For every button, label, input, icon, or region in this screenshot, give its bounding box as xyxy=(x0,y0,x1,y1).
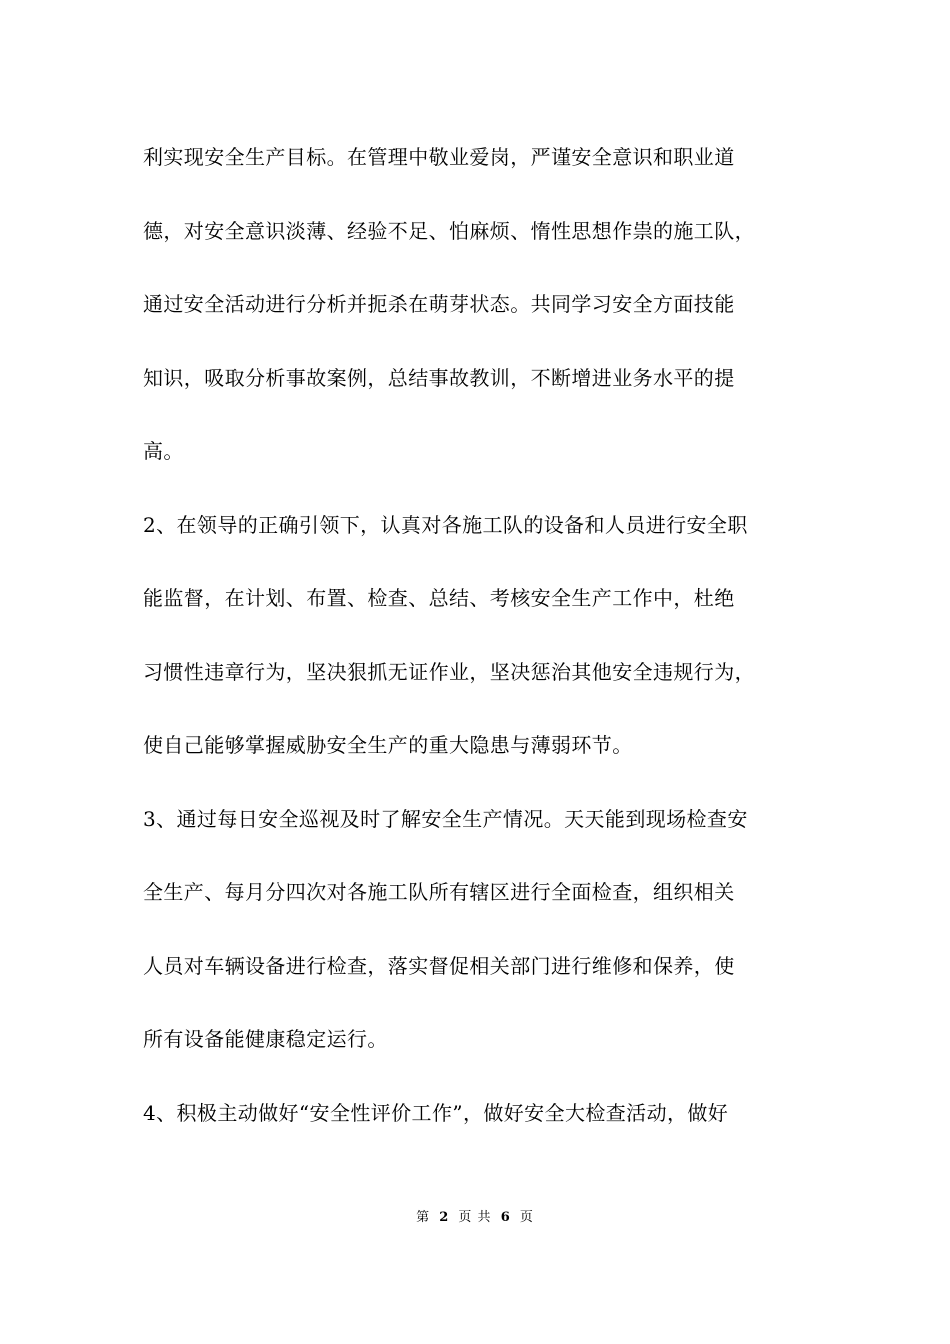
text-line-2: 德，对安全意识淡薄、经验不足、怕麻烦、惰性思想作祟的施工队， xyxy=(143,218,755,243)
text-line-12: 人员对车辆设备进行检查，落实督促相关部门进行维修和保养，使 xyxy=(143,953,735,978)
text-line-4: 知识，吸取分析事故案例，总结事故教训，不断增进业务水平的提 xyxy=(143,365,735,390)
text-line-5: 高。 xyxy=(143,439,184,463)
footer-prefix: 第 xyxy=(416,1210,431,1225)
text-line-10: 3、通过每日安全巡视及时了解安全生产情况。天天能到现场检查安 xyxy=(143,806,748,831)
text-line-1: 利实现安全生产目标。在管理中敬业爱岗，严谨安全意识和职业道 xyxy=(143,145,735,169)
text-line-13: 所有设备能健康稳定运行。 xyxy=(143,1027,388,1051)
text-line-3: 通过安全活动进行分析并扼杀在萌芽状态。共同学习安全方面技能 xyxy=(143,292,735,316)
footer-total-pages: 6 xyxy=(500,1210,511,1225)
text-line-6: 2、在领导的正确引领下，认真对各施工队的设备和人员进行安全职 xyxy=(143,512,748,537)
footer-middle: 页 共 xyxy=(458,1210,492,1225)
text-line-7: 能监督，在计划、布置、检查、总结、考核安全生产工作中，杜绝 xyxy=(143,586,735,610)
body-text xyxy=(143,130,818,1159)
text-line-11: 全生产、每月分四次对各施工队所有辖区进行全面检查，组织相关 xyxy=(143,880,735,904)
text-line-14: 4、积极主动做好“安全性评价工作”，做好安全大检查活动，做好 xyxy=(143,1100,729,1125)
page-footer xyxy=(0,1206,950,1225)
footer-suffix: 页 xyxy=(519,1210,534,1225)
text-line-8: 习惯性违章行为，坚决狠抓无证作业，坚决惩治其他安全违规行为， xyxy=(143,659,755,684)
text-line-9: 使自己能够掌握威胁安全生产的重大隐患与薄弱环节。 xyxy=(143,733,633,757)
footer-current-page: 2 xyxy=(439,1210,450,1225)
